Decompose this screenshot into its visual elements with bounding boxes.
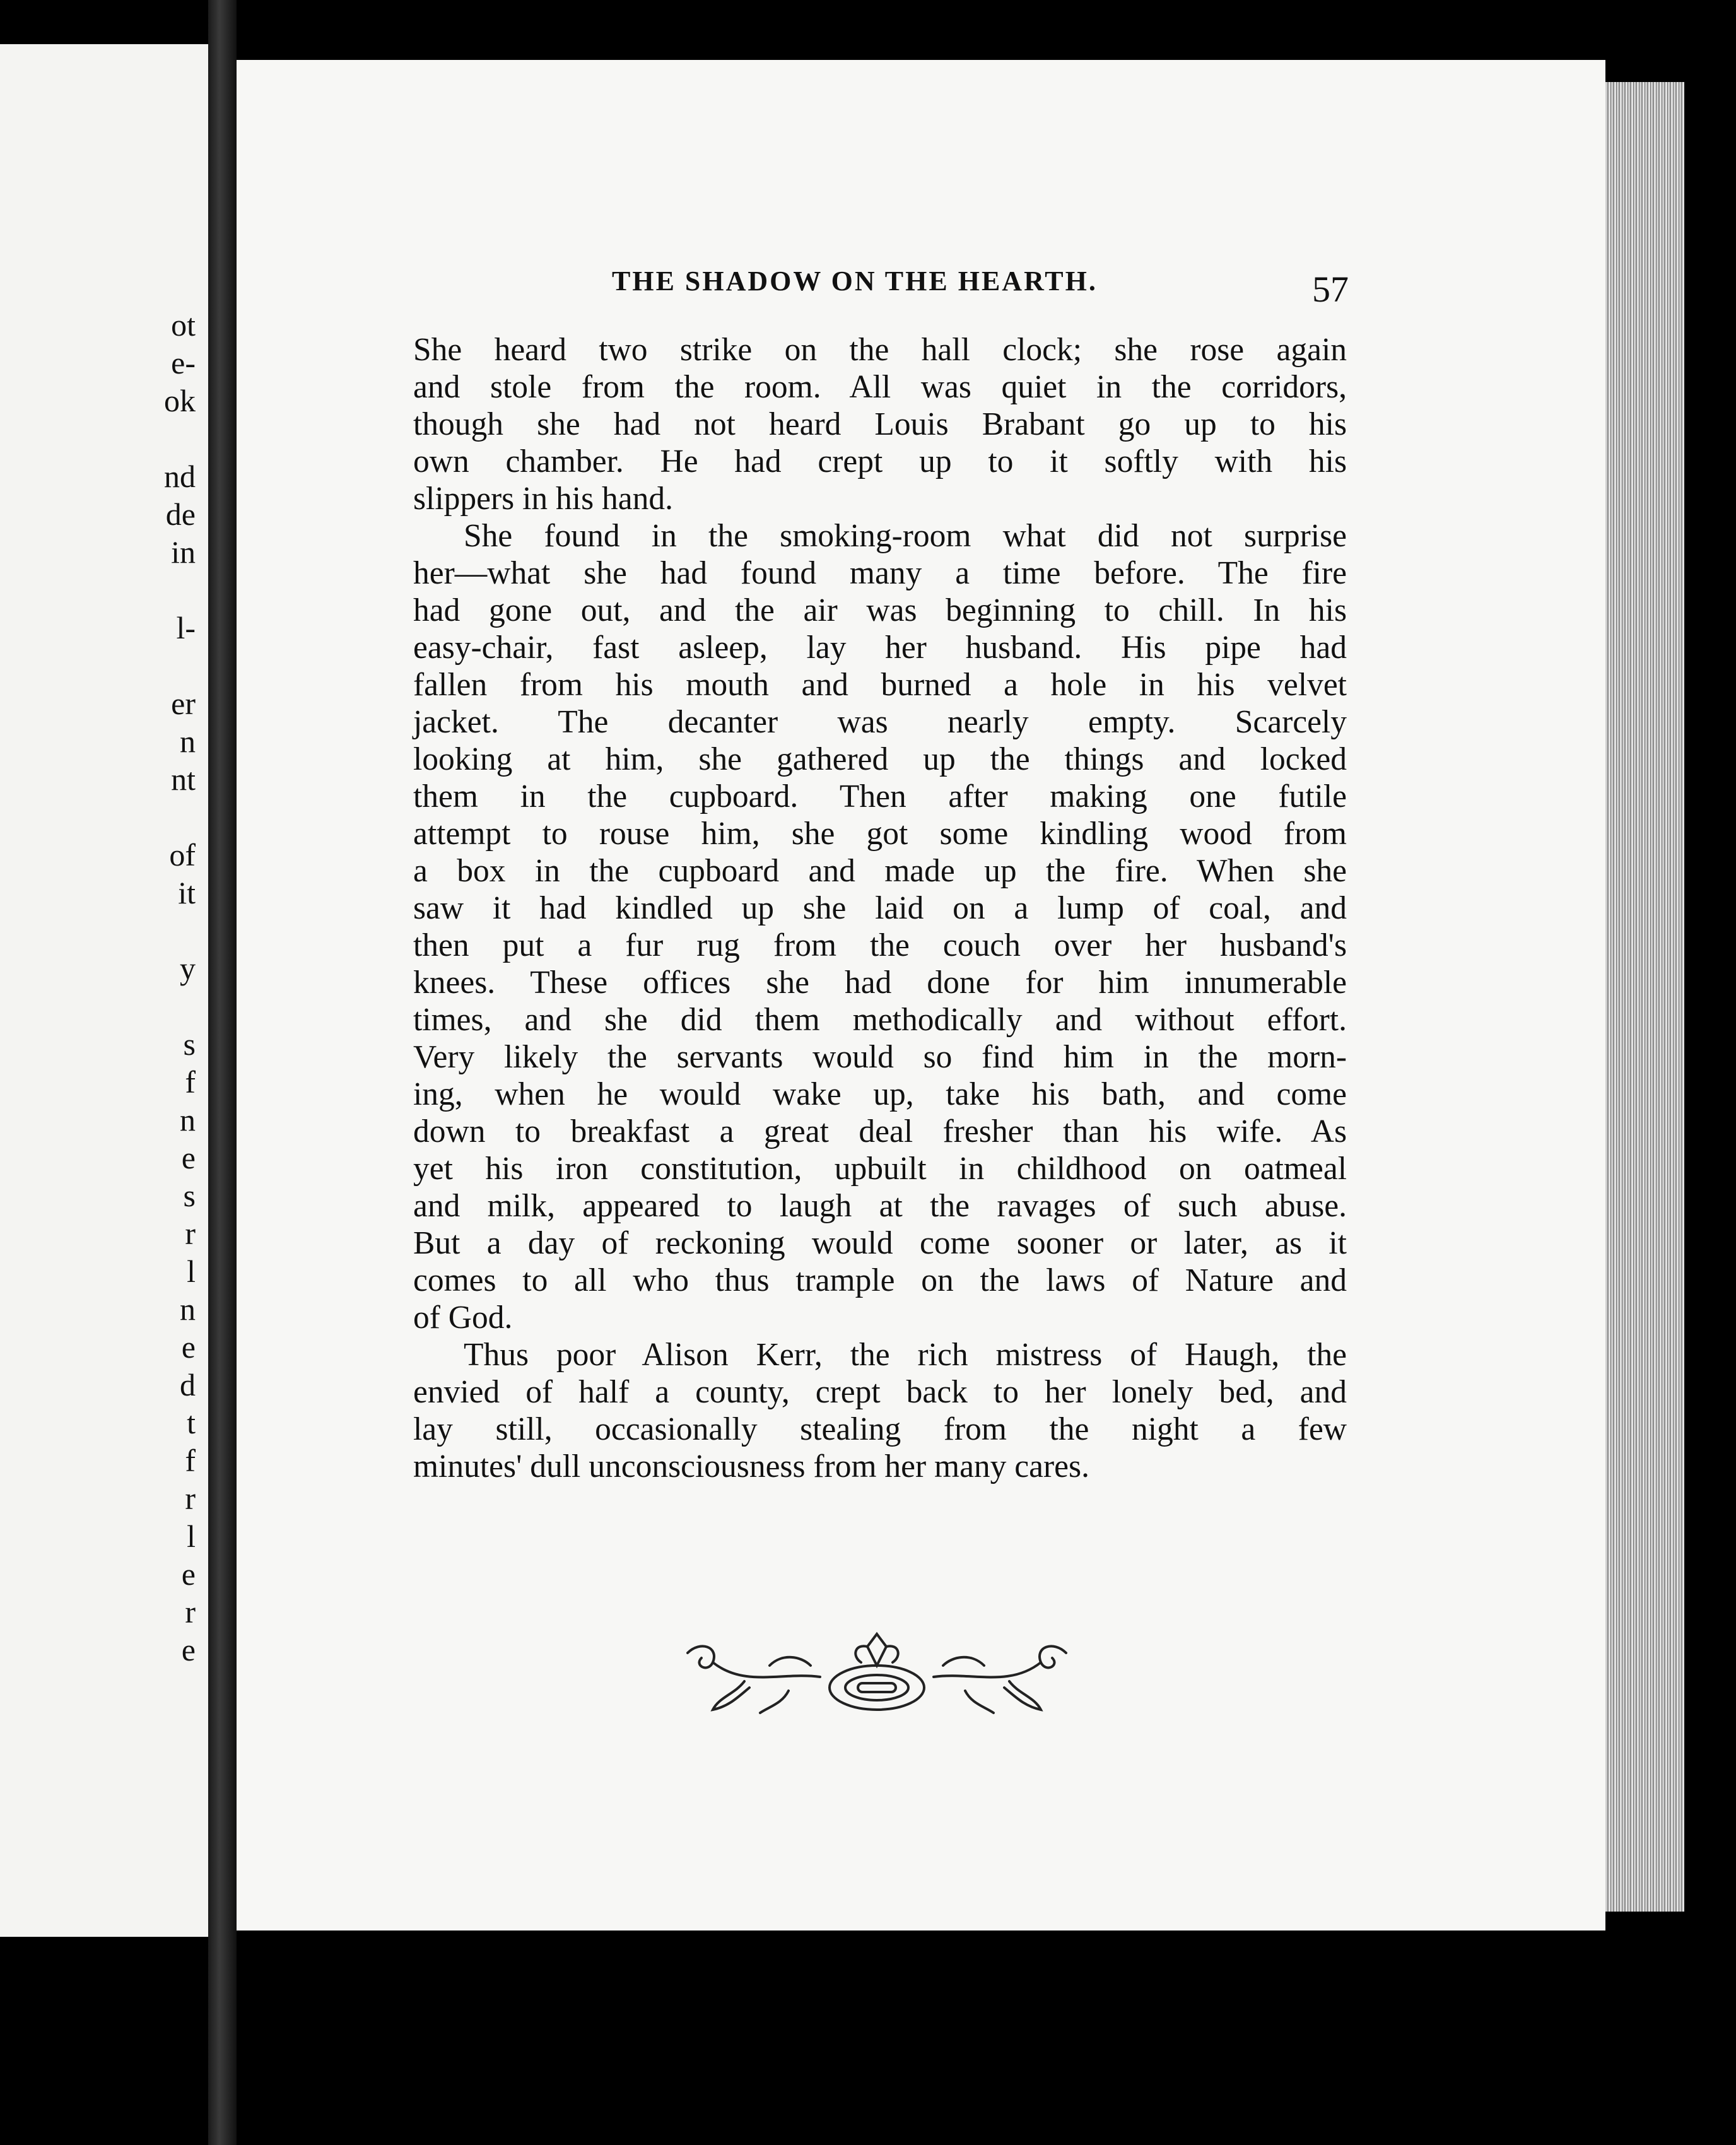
left-page-fragment: e xyxy=(181,1140,196,1175)
left-page-fragment: y xyxy=(180,951,196,986)
text-line: lay still, occasionally stealing from the night a few xyxy=(413,1411,1347,1447)
text-line: slippers in his hand. xyxy=(413,481,673,517)
page-number: 57 xyxy=(1312,269,1349,310)
text-line: then put a fur rug from the couch over her husband's xyxy=(413,927,1347,963)
text-line: Very likely the servants would so find him in the morn- xyxy=(413,1039,1347,1075)
text-line: though she had not heard Louis Brabant go up to his xyxy=(413,406,1347,442)
text-line: her—what she had found many a time before. The fire xyxy=(413,555,1347,591)
left-page-fragment: d xyxy=(180,1367,196,1402)
text-line: jacket. The decanter was nearly empty. Scarcely xyxy=(413,704,1347,740)
left-page-fragment: it xyxy=(178,875,196,910)
text-line: had gone out, and the air was beginning to chill. In his xyxy=(413,592,1347,628)
left-page-fragment: nd xyxy=(164,459,196,494)
text-line: ing, when he would wake up, take his bath, and come xyxy=(413,1076,1347,1112)
text-line: comes to all who thus trample on the laws of Nature and xyxy=(413,1262,1347,1298)
left-page-fragment: n xyxy=(180,1102,196,1137)
text-line: knees. These offices she had done for him innumerable xyxy=(413,965,1347,1001)
text-line: minutes' dull unconsciousness from her many cares. xyxy=(413,1449,1089,1484)
text-line: and milk, appeared to laugh at the ravages of such abuse. xyxy=(413,1188,1347,1224)
left-page-fragment: r xyxy=(185,1594,196,1630)
left-page-fragment: nt xyxy=(171,761,196,797)
left-page-fragment: f xyxy=(185,1064,196,1100)
text-line: them in the cupboard. Then after making one futile xyxy=(413,779,1347,814)
left-page-fragment: f xyxy=(185,1443,196,1478)
page-edges xyxy=(1605,82,1684,1912)
text-line: fallen from his mouth and burned a hole in his velvet xyxy=(413,667,1347,703)
left-page-fragment: e- xyxy=(171,345,196,380)
text-line: looking at him, she gathered up the things and locked xyxy=(413,741,1347,777)
text-line: She heard two strike on the hall clock; she rose again xyxy=(413,332,1347,368)
left-page-fragment: t xyxy=(187,1405,196,1440)
left-page-fragment: l xyxy=(187,1519,196,1554)
left-page-fragment: s xyxy=(183,1178,196,1213)
left-page-fragment: e xyxy=(181,1632,196,1667)
text-line: yet his iron constitution, upbuilt in childhood on oatmeal xyxy=(413,1151,1347,1187)
left-page-fragment: de xyxy=(165,497,196,532)
text-line: a box in the cupboard and made up the fire. When she xyxy=(413,853,1347,889)
left-page-fragment: ok xyxy=(164,383,196,418)
text-line: own chamber. He had crept up to it softly with his xyxy=(413,444,1347,479)
left-page xyxy=(0,44,208,1937)
text-line: Thus poor Alison Kerr, the rich mistress of Haugh, the xyxy=(464,1337,1347,1373)
tailpiece-ornament-icon xyxy=(675,1628,1079,1722)
text-line: She found in the smoking-room what did not surprise xyxy=(464,518,1347,554)
left-page-fragment: ot xyxy=(171,307,196,343)
text-line: saw it had kindled up she laid on a lump of coal, and xyxy=(413,890,1347,926)
text-line: easy-chair, fast asleep, lay her husband. His pipe had xyxy=(413,630,1347,666)
left-page-fragment: in xyxy=(171,534,196,570)
text-line: down to breakfast a great deal fresher than his wife. As xyxy=(413,1114,1347,1149)
text-line: But a day of reckoning would come sooner or later, as it xyxy=(413,1225,1347,1261)
running-head: THE SHADOW ON THE HEARTH. xyxy=(612,266,1098,297)
text-line: of God. xyxy=(413,1300,513,1336)
text-line: and stole from the room. All was quiet in the corridors, xyxy=(413,369,1347,405)
book-gutter xyxy=(208,0,237,2145)
left-page-fragment: l- xyxy=(176,610,196,645)
text-line: attempt to rouse him, she got some kindling wood from xyxy=(413,816,1347,852)
left-page-fragment: e xyxy=(181,1556,196,1592)
left-page-fragment: r xyxy=(185,1216,196,1251)
left-page-fragment: r xyxy=(185,1481,196,1516)
text-line: envied of half a county, crept back to her lonely bed, and xyxy=(413,1374,1347,1410)
text-line: times, and she did them methodically and without effort. xyxy=(413,1002,1347,1038)
body-text xyxy=(413,331,1347,1485)
left-page-fragment: er xyxy=(171,686,196,721)
left-page-fragment: of xyxy=(169,837,196,873)
left-page-fragment: s xyxy=(183,1026,196,1062)
left-page-fragment: l xyxy=(187,1254,196,1289)
left-page-fragment: n xyxy=(180,1291,196,1327)
left-page-fragment: e xyxy=(181,1329,196,1365)
left-page-fragment: n xyxy=(180,724,196,759)
